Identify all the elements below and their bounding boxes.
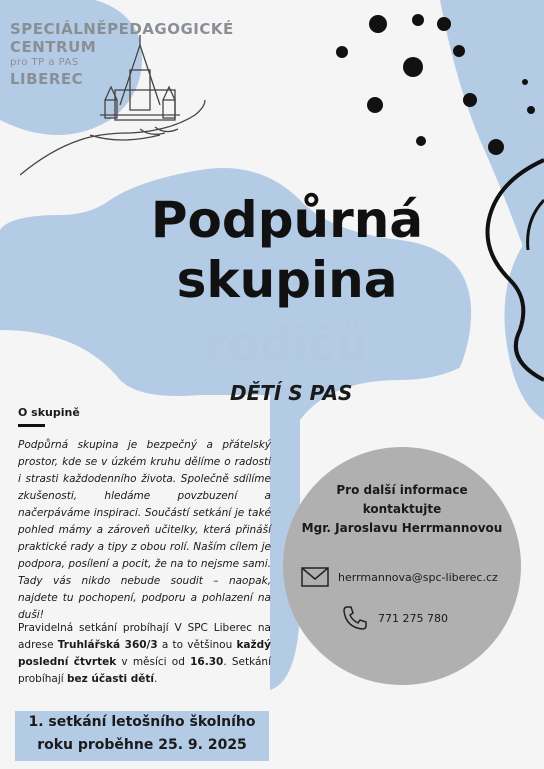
dot <box>412 14 424 26</box>
org-line1: SPECIÁLNĚPEDAGOGICKÉ <box>10 20 234 38</box>
contact-heading <box>290 481 514 538</box>
dot <box>463 93 477 107</box>
section-heading: O skupině <box>18 406 80 419</box>
text: v měsíci od <box>116 656 191 668</box>
meeting-time: 16.30 <box>190 656 224 668</box>
contact-email-row[interactable] <box>300 563 498 591</box>
phone-icon <box>340 604 370 632</box>
text: Pravidelná setkání probíhají V SPC Liberec na adrese <box>18 622 271 651</box>
address: Truhlářská 360/3 <box>57 639 158 651</box>
email-text[interactable]: herrmannova@spc-liberec.cz <box>338 570 498 584</box>
org-line2: CENTRUM <box>10 38 97 56</box>
text: a to většinou <box>157 639 237 651</box>
banner-line2: roku proběhne 25. 9. 2025 <box>37 737 247 753</box>
contact-line1: Pro další informace <box>336 483 468 497</box>
org-line4: LIBEREC <box>10 70 84 88</box>
banner-line1: 1. setkání letošního školního <box>28 714 256 730</box>
envelope-icon <box>300 563 330 591</box>
meeting-day: každý poslední čtvrtek <box>18 639 271 668</box>
dot <box>369 15 387 33</box>
dot <box>336 46 348 58</box>
dot <box>527 106 535 114</box>
subtitle: DĚTÍ S PAS <box>230 381 353 405</box>
dot <box>367 97 383 113</box>
dot <box>453 45 465 57</box>
dot <box>416 136 426 146</box>
no-children-note: bez účasti dětí <box>67 673 154 685</box>
text: . Setkání probíhají <box>18 656 271 685</box>
title-line2: skupina <box>176 251 398 309</box>
text: . <box>154 673 158 685</box>
contact-phone-row[interactable] <box>300 604 448 632</box>
title-line3: rodičů <box>205 317 369 371</box>
org-line3: pro TP a PAS <box>10 57 79 68</box>
about-paragraph: Podpůrná skupina je bezpečný a přátelský prostor, kde se v úzkém kruhu dělíme o radosti i strasti každodenního života. Společně sdílíme zkušenosti, hledáme povzbuzení a načerpáváme inspiraci. Součástí setkání je také pohled mámy a zároveň učitelky, která přináší praktické rady a tipy z obou rolí. Naším cílem je podpora, posílení a pocit, že na to nejsme sami. Tady vás nikdo nebude soudit – naopak, najdete tu pochopení, podporu a pohlazení na duši! <box>18 439 271 621</box>
first-meeting-banner <box>15 711 269 761</box>
organization-name <box>10 20 234 88</box>
contact-name: Mgr. Jaroslavu Herrmannovou <box>301 521 503 535</box>
heading-underline <box>18 424 45 427</box>
meeting-paragraph <box>18 620 271 688</box>
dot <box>437 17 451 31</box>
dot <box>522 79 528 85</box>
phone-text[interactable]: 771 275 780 <box>378 611 448 625</box>
title-line1: Podpůrná <box>150 191 424 249</box>
dot <box>488 139 504 155</box>
dot <box>403 57 423 77</box>
contact-line2: kontaktujte <box>362 502 442 516</box>
